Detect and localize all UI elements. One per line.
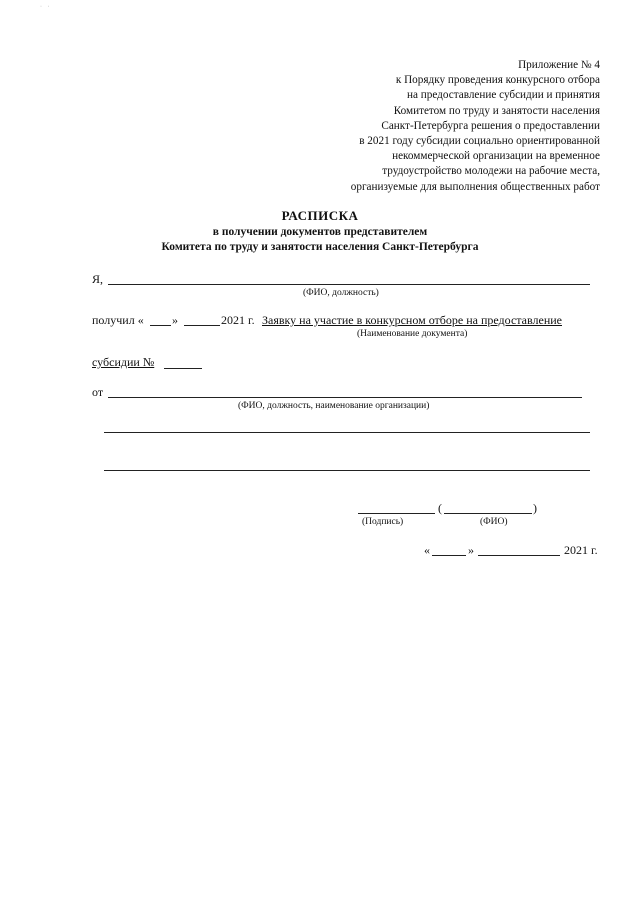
appendix-line: некоммерческой организации на временное xyxy=(392,150,600,163)
appendix-line: Комитетом по труду и занятости населения xyxy=(393,104,600,117)
received-prefix: получил « xyxy=(92,313,144,327)
date-open: « xyxy=(424,543,430,557)
signature-fio-close: ) xyxy=(533,501,537,515)
date-year: 2021 г. xyxy=(564,543,598,557)
fio-caption: (ФИО, должность) xyxy=(303,288,379,298)
received-year: 2021 г. xyxy=(221,313,255,327)
document-subtitle-committee: Комитета по труду и занятости населения Санкт-Петербурга xyxy=(161,241,479,253)
received-month-line[interactable] xyxy=(184,325,220,326)
received-day-line[interactable] xyxy=(150,325,171,326)
ya-label: Я, xyxy=(92,272,104,286)
signature-caption: (Подпись) xyxy=(362,517,404,527)
received-document: Заявку на участие в конкурсном отборе на предоставление xyxy=(262,313,562,327)
from-caption: (ФИО, должность, наименование организации) xyxy=(238,401,430,411)
appendix-line: Санкт-Петербурга решения о предоставлении xyxy=(381,119,600,132)
appendix-line: к Порядку проведения конкурсного отбора xyxy=(395,74,600,87)
appendix-line: Приложение № 4 xyxy=(518,59,600,71)
from-label: от xyxy=(92,385,104,399)
document-subtitle: в получении документов представителем xyxy=(212,226,428,238)
signature-fio-open: ( xyxy=(438,501,442,515)
subsidy-number-line[interactable] xyxy=(164,368,202,369)
subsidy-label: субсидии № xyxy=(92,355,155,369)
appendix-line: на предоставление субсидии и принятия xyxy=(407,89,600,102)
from-continuation-line-1[interactable] xyxy=(104,432,590,433)
received-quote-close: » xyxy=(172,313,178,327)
appendix-line: трудоустройство молодежи на рабочие места, xyxy=(382,165,600,178)
signature-fio-line[interactable] xyxy=(444,513,532,514)
from-continuation-line-2[interactable] xyxy=(104,470,590,471)
from-line[interactable] xyxy=(108,397,582,398)
date-day-line[interactable] xyxy=(432,555,466,556)
signature-line[interactable] xyxy=(358,513,435,514)
signature-fio-caption: (ФИО) xyxy=(480,517,508,527)
appendix-line: в 2021 году субсидии социально ориентированной xyxy=(359,135,600,148)
fio-line[interactable] xyxy=(108,284,590,285)
appendix-line: организуемые для выполнения общественных работ xyxy=(350,180,600,193)
scan-artifact: · · xyxy=(40,4,52,10)
date-month-line[interactable] xyxy=(478,555,560,556)
appendix-header xyxy=(300,58,600,195)
date-close: » xyxy=(468,543,474,557)
document-caption: (Наименование документа) xyxy=(357,329,468,339)
document-title: РАСПИСКА xyxy=(281,208,359,223)
